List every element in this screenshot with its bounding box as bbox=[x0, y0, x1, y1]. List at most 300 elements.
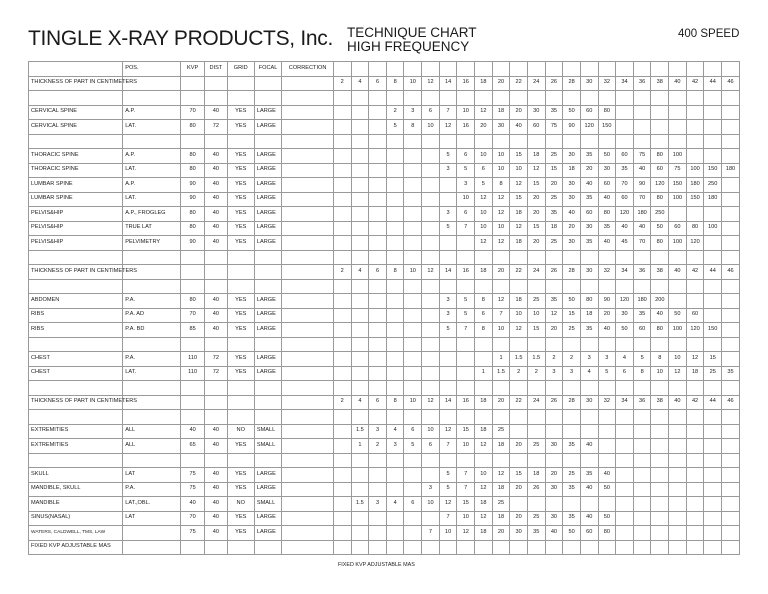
thickness-cell: 18 bbox=[475, 76, 493, 91]
empty-cell bbox=[123, 453, 181, 468]
mas-value: 5 bbox=[439, 221, 457, 236]
mas-value: 60 bbox=[527, 120, 545, 135]
mas-value bbox=[651, 511, 669, 526]
mas-value: 3 bbox=[439, 308, 457, 323]
mas-value bbox=[333, 424, 351, 439]
mas-value: 20 bbox=[545, 323, 563, 338]
mas-value: 18 bbox=[545, 221, 563, 236]
mas-value: 10 bbox=[475, 207, 493, 222]
grid-value: YES bbox=[227, 308, 254, 323]
body-part: CERVICAL SPINE bbox=[29, 105, 123, 120]
empty-cell bbox=[386, 62, 404, 77]
mas-value: 35 bbox=[545, 105, 563, 120]
mas-value: 18 bbox=[510, 236, 528, 251]
thickness-cell: 34 bbox=[616, 265, 634, 280]
mas-value bbox=[439, 192, 457, 207]
technique-row bbox=[29, 178, 740, 193]
empty-cell bbox=[686, 62, 704, 77]
position: A.P. bbox=[123, 105, 181, 120]
mas-value bbox=[651, 526, 669, 541]
mas-value: 18 bbox=[510, 207, 528, 222]
mas-value bbox=[404, 236, 422, 251]
mas-value: 75 bbox=[545, 120, 563, 135]
empty-cell bbox=[722, 410, 740, 425]
mas-value bbox=[475, 352, 493, 367]
mas-value: 120 bbox=[651, 178, 669, 193]
empty-cell bbox=[704, 540, 722, 555]
blank-row bbox=[29, 91, 740, 106]
empty-cell bbox=[422, 62, 440, 77]
mas-value bbox=[333, 439, 351, 454]
thickness-cell: 18 bbox=[475, 265, 493, 280]
thickness-cell: 32 bbox=[598, 395, 616, 410]
empty-cell bbox=[205, 395, 227, 410]
technique-row bbox=[29, 105, 740, 120]
mas-value: 3 bbox=[545, 366, 563, 381]
empty-cell bbox=[29, 381, 123, 396]
technique-row bbox=[29, 424, 740, 439]
empty-cell bbox=[545, 410, 563, 425]
empty-cell bbox=[457, 62, 475, 77]
chart-title-line2: HIGH FREQUENCY bbox=[347, 39, 470, 54]
empty-cell bbox=[651, 250, 669, 265]
mas-value bbox=[686, 424, 704, 439]
mas-value bbox=[633, 105, 651, 120]
mas-value: 10 bbox=[422, 424, 440, 439]
mas-value bbox=[333, 236, 351, 251]
empty-cell bbox=[563, 91, 581, 106]
focal-value: LARGE bbox=[254, 120, 281, 135]
mas-value bbox=[722, 149, 740, 164]
empty-cell bbox=[457, 134, 475, 149]
technique-row bbox=[29, 120, 740, 135]
correction-value bbox=[282, 526, 334, 541]
empty-cell bbox=[422, 91, 440, 106]
mas-value bbox=[369, 294, 387, 309]
body-part: RIBS bbox=[29, 308, 123, 323]
mas-value bbox=[333, 192, 351, 207]
mas-value bbox=[722, 424, 740, 439]
mas-value: 10 bbox=[527, 308, 545, 323]
empty-cell bbox=[457, 381, 475, 396]
mas-value: 3 bbox=[369, 424, 387, 439]
empty-cell bbox=[563, 381, 581, 396]
empty-cell bbox=[205, 76, 227, 91]
mas-value: 20 bbox=[475, 120, 493, 135]
mas-value: 25 bbox=[492, 497, 510, 512]
focal-value: LARGE bbox=[254, 323, 281, 338]
thickness-cell: 20 bbox=[492, 265, 510, 280]
empty-cell bbox=[180, 453, 204, 468]
empty-cell bbox=[386, 410, 404, 425]
empty-cell bbox=[29, 337, 123, 352]
empty-cell bbox=[633, 91, 651, 106]
focal-value: LARGE bbox=[254, 308, 281, 323]
technique-row bbox=[29, 221, 740, 236]
empty-cell bbox=[205, 265, 227, 280]
mas-value: 40 bbox=[563, 207, 581, 222]
focal-value: LARGE bbox=[254, 105, 281, 120]
mas-value bbox=[386, 366, 404, 381]
dist-value: 40 bbox=[205, 308, 227, 323]
empty-cell bbox=[333, 134, 351, 149]
mas-value bbox=[351, 236, 369, 251]
empty-cell bbox=[722, 540, 740, 555]
empty-cell bbox=[510, 410, 528, 425]
kvp-value: 80 bbox=[180, 207, 204, 222]
mas-value bbox=[704, 497, 722, 512]
grid-value: YES bbox=[227, 439, 254, 454]
mas-value bbox=[422, 163, 440, 178]
mas-value: 60 bbox=[598, 178, 616, 193]
empty-cell bbox=[563, 250, 581, 265]
dist-value: 40 bbox=[205, 497, 227, 512]
mas-value: 18 bbox=[492, 482, 510, 497]
mas-value: 2 bbox=[545, 352, 563, 367]
mas-value: 40 bbox=[651, 308, 669, 323]
body-part: PELVIS&HIP bbox=[29, 207, 123, 222]
correction-value bbox=[282, 323, 334, 338]
empty-cell bbox=[369, 62, 387, 77]
body-part: THORACIC SPINE bbox=[29, 149, 123, 164]
empty-cell bbox=[29, 91, 123, 106]
empty-cell bbox=[598, 250, 616, 265]
thickness-cell: 20 bbox=[492, 76, 510, 91]
blank-row bbox=[29, 410, 740, 425]
mas-value bbox=[333, 207, 351, 222]
mas-value: 20 bbox=[563, 221, 581, 236]
mas-value bbox=[722, 192, 740, 207]
mas-value bbox=[722, 120, 740, 135]
mas-value: 20 bbox=[580, 163, 598, 178]
mas-value: 10 bbox=[510, 308, 528, 323]
thickness-cell: 20 bbox=[492, 395, 510, 410]
mas-value: 35 bbox=[527, 526, 545, 541]
grid-value: YES bbox=[227, 352, 254, 367]
mas-value bbox=[404, 294, 422, 309]
empty-cell bbox=[205, 134, 227, 149]
mas-value bbox=[669, 526, 687, 541]
mas-value: 3 bbox=[404, 105, 422, 120]
mas-value bbox=[704, 207, 722, 222]
position: ALL bbox=[123, 439, 181, 454]
mas-value bbox=[722, 482, 740, 497]
mas-value bbox=[422, 236, 440, 251]
mas-value bbox=[669, 482, 687, 497]
empty-cell bbox=[704, 337, 722, 352]
mas-value: 30 bbox=[545, 482, 563, 497]
grid-value: YES bbox=[227, 120, 254, 135]
position: P.A. bbox=[123, 482, 181, 497]
kvp-value: 90 bbox=[180, 236, 204, 251]
empty-cell bbox=[616, 337, 634, 352]
empty-cell bbox=[422, 453, 440, 468]
empty-cell bbox=[510, 134, 528, 149]
correction-value bbox=[282, 192, 334, 207]
mas-value: 1.5 bbox=[527, 352, 545, 367]
body-part: LUMBAR SPINE bbox=[29, 192, 123, 207]
mas-value: 100 bbox=[669, 192, 687, 207]
empty-cell bbox=[545, 134, 563, 149]
dist-header: DIST bbox=[205, 62, 227, 77]
empty-cell bbox=[686, 134, 704, 149]
correction-header: CORRECTION bbox=[282, 62, 334, 77]
mas-value: 3 bbox=[439, 163, 457, 178]
mas-value: 40 bbox=[580, 511, 598, 526]
grid-value: YES bbox=[227, 511, 254, 526]
mas-value: 5 bbox=[386, 120, 404, 135]
mas-value: 12 bbox=[475, 439, 493, 454]
thickness-cell: 14 bbox=[439, 76, 457, 91]
mas-value: 20 bbox=[510, 439, 528, 454]
mas-value: 40 bbox=[580, 439, 598, 454]
mas-value bbox=[422, 366, 440, 381]
mas-value: 25 bbox=[704, 366, 722, 381]
mas-value: 30 bbox=[510, 526, 528, 541]
kvp-value: 80 bbox=[180, 149, 204, 164]
empty-cell bbox=[333, 410, 351, 425]
mas-value: 18 bbox=[563, 163, 581, 178]
mas-value bbox=[386, 178, 404, 193]
mas-value: 4 bbox=[386, 497, 404, 512]
mas-value bbox=[422, 511, 440, 526]
technique-row bbox=[29, 468, 740, 483]
empty-cell bbox=[669, 250, 687, 265]
mas-value: 80 bbox=[598, 207, 616, 222]
empty-cell bbox=[369, 337, 387, 352]
mas-value bbox=[369, 149, 387, 164]
grid-value: YES bbox=[227, 468, 254, 483]
empty-cell bbox=[510, 453, 528, 468]
mas-value bbox=[404, 163, 422, 178]
mas-value: 2 bbox=[386, 105, 404, 120]
empty-cell bbox=[205, 540, 227, 555]
empty-cell bbox=[580, 453, 598, 468]
position: A.P. bbox=[123, 178, 181, 193]
empty-cell bbox=[386, 250, 404, 265]
mas-value bbox=[686, 294, 704, 309]
focal-value: LARGE bbox=[254, 178, 281, 193]
focal-value: LARGE bbox=[254, 163, 281, 178]
thickness-cell: 30 bbox=[580, 265, 598, 280]
kvp-value: 80 bbox=[180, 163, 204, 178]
mas-value: 30 bbox=[527, 105, 545, 120]
empty-cell bbox=[616, 381, 634, 396]
correction-value bbox=[282, 511, 334, 526]
focal-value: LARGE bbox=[254, 294, 281, 309]
mas-value: 60 bbox=[651, 163, 669, 178]
mas-value bbox=[616, 526, 634, 541]
body-part: PELVIS&HIP bbox=[29, 236, 123, 251]
body-part: LUMBAR SPINE bbox=[29, 178, 123, 193]
mas-value: 6 bbox=[422, 439, 440, 454]
mas-value bbox=[598, 424, 616, 439]
grid-value: YES bbox=[227, 366, 254, 381]
mas-value bbox=[669, 207, 687, 222]
blank-row bbox=[29, 134, 740, 149]
mas-value: 25 bbox=[563, 323, 581, 338]
empty-cell bbox=[651, 62, 669, 77]
empty-cell bbox=[439, 337, 457, 352]
grid-value: YES bbox=[227, 294, 254, 309]
mas-value bbox=[580, 497, 598, 512]
position: A.P., FROGLEG bbox=[123, 207, 181, 222]
mas-value: 75 bbox=[633, 149, 651, 164]
mas-value bbox=[633, 497, 651, 512]
empty-cell bbox=[580, 134, 598, 149]
mas-value: 10 bbox=[457, 511, 475, 526]
mas-value bbox=[386, 236, 404, 251]
mas-value bbox=[422, 323, 440, 338]
body-part: MANDIBLE bbox=[29, 497, 123, 512]
focal-value: LARGE bbox=[254, 352, 281, 367]
grid-value: YES bbox=[227, 482, 254, 497]
empty-cell bbox=[180, 91, 204, 106]
thickness-cell: 6 bbox=[369, 76, 387, 91]
thickness-cell: 26 bbox=[545, 76, 563, 91]
mas-value: 5 bbox=[457, 308, 475, 323]
empty-cell bbox=[686, 250, 704, 265]
mas-value: 25 bbox=[527, 439, 545, 454]
kvp-value: 65 bbox=[180, 439, 204, 454]
dist-value: 40 bbox=[205, 207, 227, 222]
position: ALL bbox=[123, 424, 181, 439]
mas-value: 30 bbox=[563, 192, 581, 207]
empty-cell bbox=[669, 540, 687, 555]
technique-row bbox=[29, 192, 740, 207]
dist-value: 40 bbox=[205, 163, 227, 178]
empty-cell bbox=[704, 453, 722, 468]
position: P.A. bbox=[123, 352, 181, 367]
chart-title-line1: TECHNIQUE CHART bbox=[347, 25, 477, 40]
empty-cell bbox=[29, 453, 123, 468]
mas-value bbox=[651, 468, 669, 483]
mas-value: 50 bbox=[669, 308, 687, 323]
empty-cell bbox=[227, 381, 254, 396]
mas-value: 10 bbox=[669, 352, 687, 367]
empty-cell bbox=[457, 540, 475, 555]
mas-value: 30 bbox=[563, 149, 581, 164]
mas-value: 15 bbox=[510, 468, 528, 483]
empty-cell bbox=[439, 410, 457, 425]
mas-value bbox=[669, 511, 687, 526]
mas-value: 40 bbox=[580, 482, 598, 497]
empty-cell bbox=[545, 453, 563, 468]
mas-value: 12 bbox=[439, 120, 457, 135]
mas-value bbox=[722, 236, 740, 251]
mas-value bbox=[510, 497, 528, 512]
mas-value bbox=[351, 511, 369, 526]
mas-value: 3 bbox=[580, 352, 598, 367]
empty-cell bbox=[439, 453, 457, 468]
dist-value: 72 bbox=[205, 366, 227, 381]
mas-value bbox=[686, 526, 704, 541]
mas-value: 40 bbox=[598, 468, 616, 483]
mas-value bbox=[422, 468, 440, 483]
focal-value: SMALL bbox=[254, 424, 281, 439]
mas-value: 80 bbox=[580, 294, 598, 309]
mas-value bbox=[616, 468, 634, 483]
empty-cell bbox=[527, 62, 545, 77]
mas-value: 18 bbox=[686, 366, 704, 381]
mas-value bbox=[722, 323, 740, 338]
empty-cell bbox=[282, 337, 334, 352]
empty-cell bbox=[404, 540, 422, 555]
empty-cell bbox=[633, 453, 651, 468]
mas-value: 40 bbox=[510, 120, 528, 135]
mas-value bbox=[333, 526, 351, 541]
mas-value bbox=[686, 511, 704, 526]
mas-value: 8 bbox=[633, 366, 651, 381]
thickness-cell: 24 bbox=[527, 265, 545, 280]
kvp-value: 75 bbox=[180, 526, 204, 541]
mas-value: 80 bbox=[686, 221, 704, 236]
mas-value: 3 bbox=[369, 497, 387, 512]
mas-value bbox=[457, 236, 475, 251]
kvp-value: 70 bbox=[180, 308, 204, 323]
empty-cell bbox=[492, 250, 510, 265]
body-part: SKULL bbox=[29, 468, 123, 483]
mas-value: 35 bbox=[598, 221, 616, 236]
empty-cell bbox=[616, 453, 634, 468]
empty-cell bbox=[254, 279, 281, 294]
kvp-value: 80 bbox=[180, 120, 204, 135]
technique-table bbox=[28, 61, 740, 555]
mas-value bbox=[404, 192, 422, 207]
mas-value bbox=[563, 497, 581, 512]
thickness-cell: 28 bbox=[563, 265, 581, 280]
mas-value: 10 bbox=[422, 120, 440, 135]
mas-value bbox=[651, 105, 669, 120]
empty-cell bbox=[633, 279, 651, 294]
empty-cell bbox=[475, 453, 493, 468]
mas-value: 7 bbox=[457, 482, 475, 497]
mas-value bbox=[633, 526, 651, 541]
mas-value: 5 bbox=[598, 366, 616, 381]
empty-cell bbox=[598, 62, 616, 77]
empty-cell bbox=[475, 250, 493, 265]
mas-value bbox=[386, 526, 404, 541]
mas-value bbox=[351, 482, 369, 497]
empty-cell bbox=[686, 453, 704, 468]
mas-value: 6 bbox=[422, 105, 440, 120]
mas-value: 4 bbox=[580, 366, 598, 381]
dist-value: 40 bbox=[205, 149, 227, 164]
technique-row bbox=[29, 308, 740, 323]
mas-value: 100 bbox=[669, 236, 687, 251]
mas-value: 40 bbox=[633, 221, 651, 236]
mas-value: 200 bbox=[651, 294, 669, 309]
mas-value bbox=[669, 497, 687, 512]
focal-value: LARGE bbox=[254, 221, 281, 236]
empty-cell bbox=[580, 337, 598, 352]
dist-value: 72 bbox=[205, 120, 227, 135]
mas-value: 6 bbox=[616, 366, 634, 381]
grid-value: YES bbox=[227, 323, 254, 338]
empty-cell bbox=[527, 381, 545, 396]
blank-row bbox=[29, 381, 740, 396]
position bbox=[123, 526, 181, 541]
thickness-cell: 36 bbox=[633, 265, 651, 280]
mas-value: 10 bbox=[457, 192, 475, 207]
mas-value bbox=[422, 294, 440, 309]
mas-value: 5 bbox=[633, 352, 651, 367]
empty-cell bbox=[686, 279, 704, 294]
empty-cell bbox=[527, 337, 545, 352]
grid-value: YES bbox=[227, 163, 254, 178]
empty-cell bbox=[180, 540, 204, 555]
technique-row bbox=[29, 236, 740, 251]
